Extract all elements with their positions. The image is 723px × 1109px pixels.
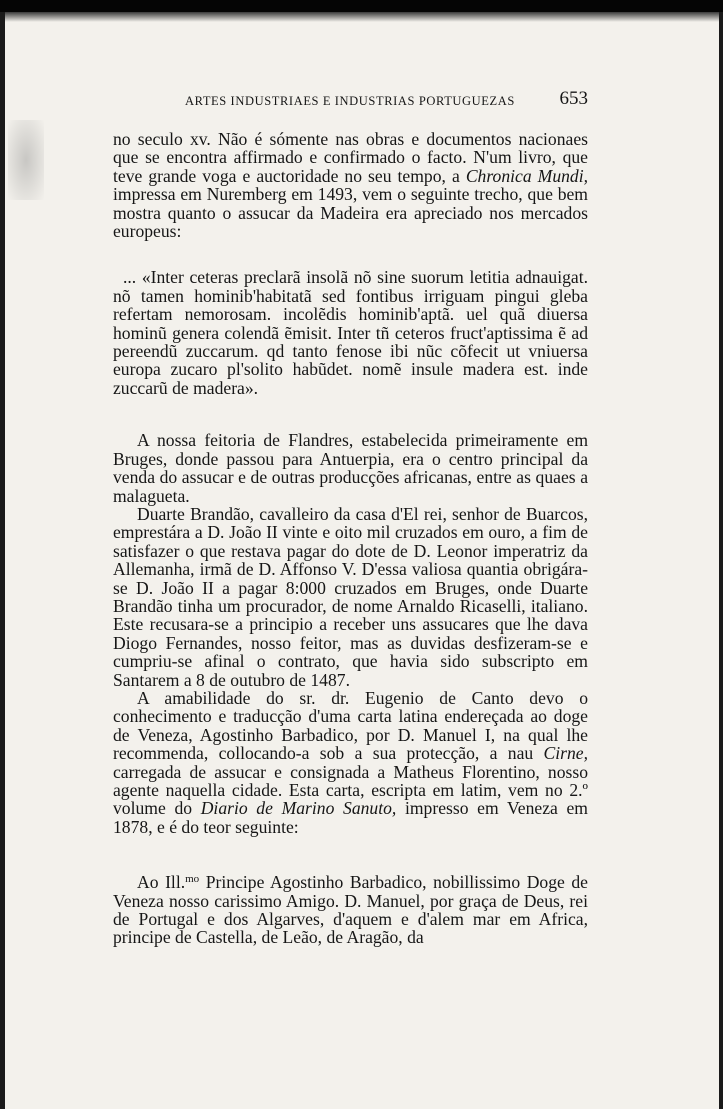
paragraph-letter-text-a: Ao Ill. [137, 872, 186, 893]
paragraph-duarte-brandao: Duarte Brandão, cavalleiro da casa d'El rei, senhor de Buarcos, emprestára a D. João II vinte e oito mil cruzados em ouro, a fim de satisfazer o que restava pagar do dote de D. Leonor imperatriz da Allemanha, irmã de D. Affonso V. D'essa valiosa quantia obrigára-se D. João II a pagar 8:000 cruzados em Bruges, onde Duarte Brandão tinha um procurador, de nome Arnaldo Ricaselli, italiano. Este recusara-se a principio a receber uns assucares que lhe dava Diogo Fernandes, nosso feitor, mas as duvidas desfizeram-se e cumpriu-se afinal o contrato, que havia sido subscripto em Santarem a 8 de outubro de 1487. [113, 503, 588, 690]
paragraph-carta-text-b: carregada de assucar e consignada a Matheus Florentino, nosso agente naquella cidade. Esta carta, escripta em latim, vem no 2.º volume do [113, 761, 588, 819]
paragraph-intro [113, 130, 588, 240]
paragraph-carta-text-a: A amabilidade do sr. dr. Eugenio de Canto devo o conhecimento e traducção d'uma carta latina endereçada ao doge de Veneza, Agostinho Barbadico, por D. Manuel I, na qual lhe recommenda, collocando-a sob a sua protecção, a nau [113, 687, 588, 764]
book-title-diario: Diario de Marino Sanuto, [200, 798, 397, 819]
scan-right-border [719, 12, 723, 1109]
scan-left-border [0, 12, 5, 1109]
book-page [113, 88, 588, 947]
page-header [113, 88, 588, 116]
paragraph-intro-text-a: no seculo xv. Não é sómente nas obras e documentos nacionaes que se encontra affirmado e confirmado o facto. N'um livro, que teve grande voga e auctoridade no seu tempo, a [113, 129, 588, 186]
paragraph-carta [113, 689, 588, 836]
paragraph-carta-text-c: impresso em Veneza em 1878, e é do teor seguinte: [113, 798, 588, 837]
scan-top-border [0, 0, 723, 12]
superscript-mo: mo [185, 873, 200, 886]
scan-smudge [8, 120, 44, 200]
paragraph-letter [113, 870, 588, 947]
ship-name-cirne: Cirne, [543, 743, 588, 764]
page-number: 653 [559, 88, 588, 109]
paragraph-letter-text-b: Principe Agostinho Barbadico, nobillissimo Doge de Veneza nosso carissimo Amigo. D. Manuel, por graça de Deus, rei de Portugal e dos Algarves, d'aquem e d'alem mar em Africa, principe de Castella, de Leão, de Aragão, da [113, 872, 588, 948]
latin-quotation: ... «Inter ceteras preclarã insolã nõ sine suorum letitia adnauigat. nõ tamen hominib'habitatã sed fontibus irriguam pingui gleba refertam nemorosam. incolẽdis hominib'aptã. uel quã diuersa hominũ genera colendã ẽmisit. Inter tñ ceteros fruct'aptissima ẽ ad pereendũ zuccarum. qd tanto fenose ibi nũc cõfecit ut vniuersa europa zucaro pl'solito habũdet. nomẽ insule madera est. inde zuccarũ de madera». [113, 267, 588, 398]
book-title-chronica: Chronica Mundi, [465, 165, 588, 186]
scan-top-shadow [0, 12, 723, 22]
paragraph-feitoria: A nossa feitoria de Flandres, estabelecida primeiramente em Bruges, donde passou para Antuerpia, era o centro principal da venda do assucar e de outras producções africanas, entre as quaes a malagueta. [113, 430, 588, 506]
running-head: ARTES INDUSTRIAES E INDUSTRIAS PORTUGUEZAS [185, 94, 515, 108]
paragraph-intro-text-b: impressa em Nuremberg em 1493, vem o seguinte trecho, que bem mostra quanto o assucar da Madeira era apreciado nos mercados europeus: [113, 184, 588, 242]
